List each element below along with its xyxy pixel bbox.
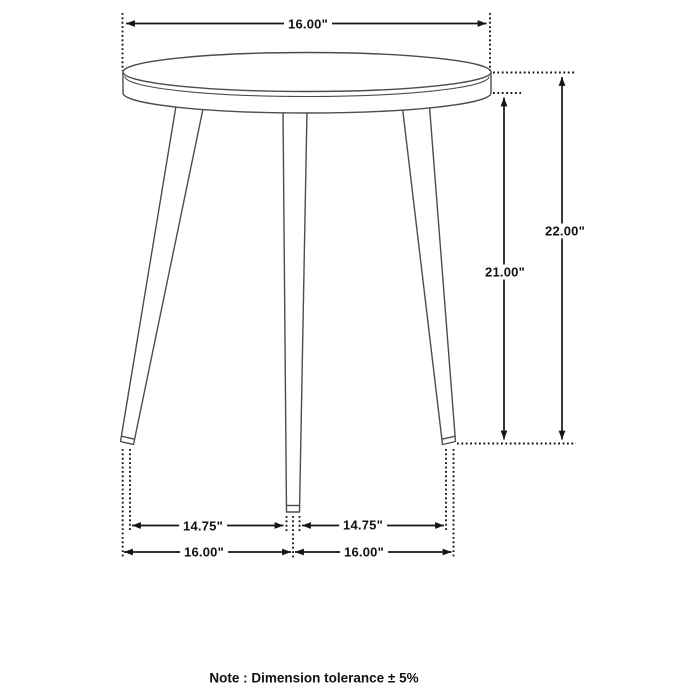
dim-label-overall-height: 22.00" xyxy=(541,224,589,239)
dim-label-outer-span-left: 16.00" xyxy=(180,545,228,560)
tabletop-surface xyxy=(123,53,491,92)
table-leg-center xyxy=(283,110,307,512)
dim-label-leg-height: 21.00" xyxy=(481,265,529,280)
table-leg-left xyxy=(121,100,205,445)
dim-label-outer-span-right: 16.00" xyxy=(340,545,388,560)
side-table-drawing xyxy=(121,53,492,513)
dim-label-inner-span-right: 14.75" xyxy=(339,518,387,533)
dim-label-inner-span-left: 14.75" xyxy=(179,519,227,534)
dim-label-tabletop-width: 16.00" xyxy=(284,17,332,32)
table-leg-right xyxy=(402,100,456,445)
tolerance-note: Note : Dimension tolerance ± 5% xyxy=(209,670,419,686)
